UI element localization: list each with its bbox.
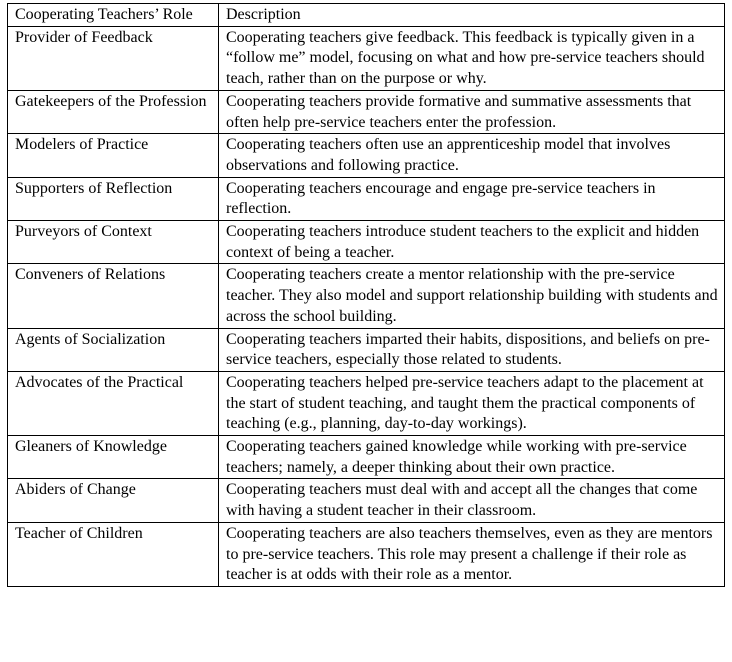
header-description: Description xyxy=(219,4,725,27)
role-cell: Teacher of Children xyxy=(8,522,219,586)
table-row xyxy=(8,26,725,90)
table-row xyxy=(8,328,725,371)
description-cell: Cooperating teachers often use an apprenticeship model that involves observations and following practice. xyxy=(219,134,725,177)
role-cell: Abiders of Change xyxy=(8,479,219,522)
role-cell: Advocates of the Practical xyxy=(8,371,219,435)
role-cell: Agents of Socialization xyxy=(8,328,219,371)
description-cell: Cooperating teachers imparted their habits, dispositions, and beliefs on pre-service teachers, especially those related to students. xyxy=(219,328,725,371)
description-cell: Cooperating teachers provide formative and summative assessments that often help pre-service teachers enter the profession. xyxy=(219,90,725,133)
table-row xyxy=(8,522,725,586)
table-row xyxy=(8,90,725,133)
role-cell: Supporters of Reflection xyxy=(8,177,219,220)
description-cell: Cooperating teachers are also teachers themselves, even as they are mentors to pre-service teachers. This role may present a challenge if their role as teacher is at odds with their role as a mentor. xyxy=(219,522,725,586)
description-cell: Cooperating teachers helped pre-service teachers adapt to the placement at the start of student teaching, and taught them the practical components of teaching (e.g., planning, day-to-day workings). xyxy=(219,371,725,435)
description-cell: Cooperating teachers must deal with and accept all the changes that come with having a student teacher in their classroom. xyxy=(219,479,725,522)
role-cell: Conveners of Relations xyxy=(8,264,219,328)
header-role: Cooperating Teachers’ Role xyxy=(8,4,219,27)
table-row xyxy=(8,221,725,264)
table-row xyxy=(8,479,725,522)
description-cell: Cooperating teachers create a mentor relationship with the pre-service teacher. They also model and support relationship building with students and across the school building. xyxy=(219,264,725,328)
table-row xyxy=(8,177,725,220)
description-cell: Cooperating teachers gained knowledge while working with pre-service teachers; namely, a deeper thinking about their own practice. xyxy=(219,436,725,479)
role-cell: Purveyors of Context xyxy=(8,221,219,264)
table-row xyxy=(8,134,725,177)
roles-table xyxy=(7,3,725,587)
description-cell: Cooperating teachers introduce student teachers to the explicit and hidden context of being a teacher. xyxy=(219,221,725,264)
role-cell: Provider of Feedback xyxy=(8,26,219,90)
table-row xyxy=(8,436,725,479)
role-cell: Modelers of Practice xyxy=(8,134,219,177)
description-cell: Cooperating teachers give feedback. This feedback is typically given in a “follow me” model, focusing on what and how pre-service teachers should teach, rather than on the purpose or why. xyxy=(219,26,725,90)
description-cell: Cooperating teachers encourage and engage pre-service teachers in reflection. xyxy=(219,177,725,220)
table-row xyxy=(8,371,725,435)
role-cell: Gleaners of Knowledge xyxy=(8,436,219,479)
table-row xyxy=(8,264,725,328)
table-header-row xyxy=(8,4,725,27)
role-cell: Gatekeepers of the Profession xyxy=(8,90,219,133)
